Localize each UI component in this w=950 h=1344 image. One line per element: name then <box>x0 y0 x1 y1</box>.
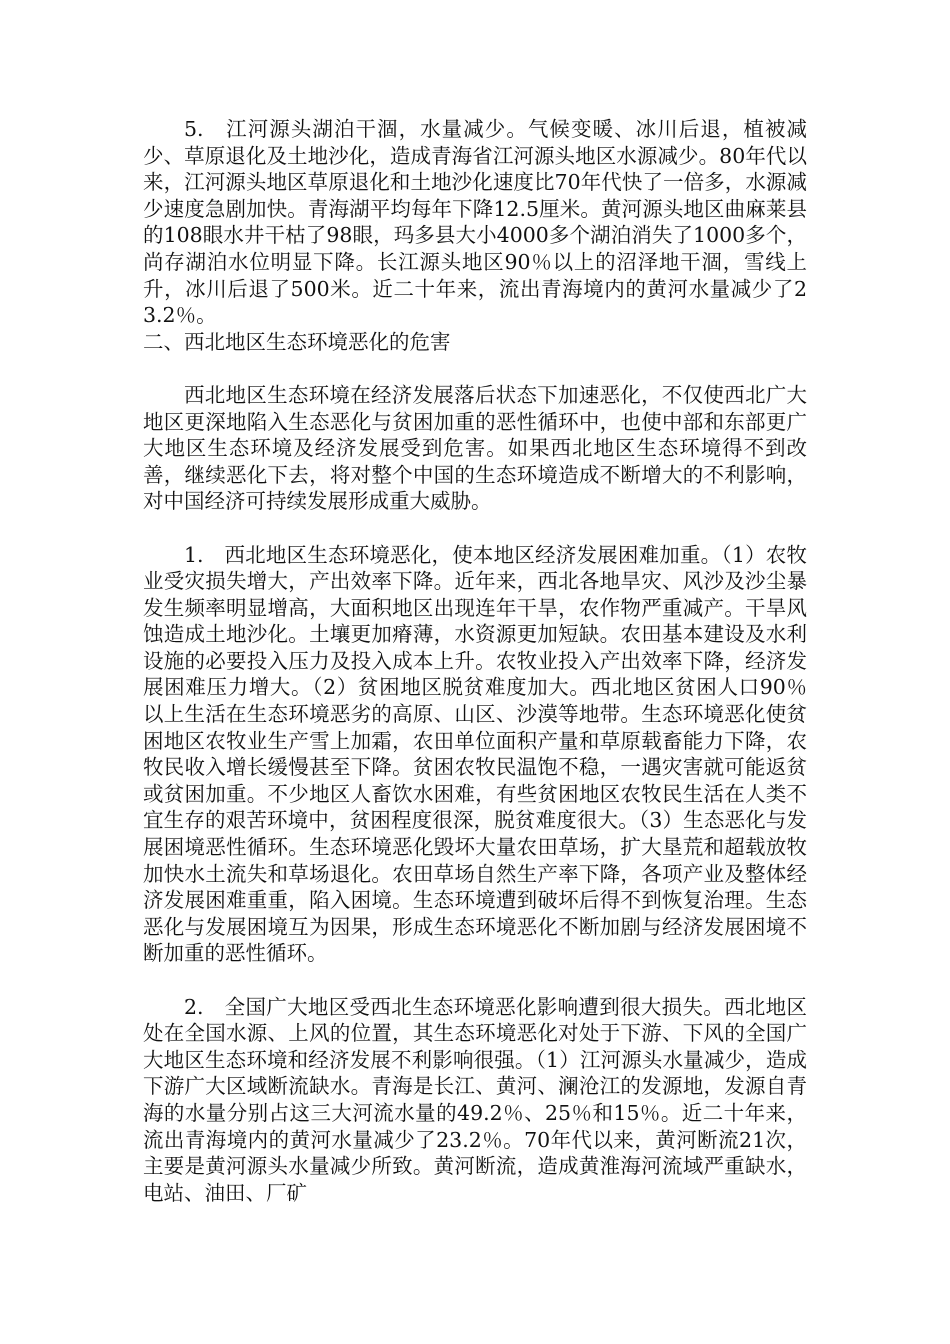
paragraph-gap <box>143 355 807 382</box>
intro-paragraph: 西北地区生态环境在经济发展落后状态下加速恶化，不仅使西北广大地区更深地陷入生态恶化与贫困加重的恶性循环中，也使中部和东部更广大地区生态环境及经济发展受到危害。如果西北地区生态环境得不到改善，继续恶化下去，将对整个中国的生态环境造成不断增大的不利影响，对中国经济可持续发展形成重大威胁。 <box>143 382 807 514</box>
paragraph-gap <box>143 515 807 542</box>
paragraph-item-5: 5. 江河源头湖泊干涸，水量减少。气候变暖、冰川后退，植被减少、草原退化及土地沙化，造成青海省江河源头地区水源减少。80年代以来，江河源头地区草原退化和土地沙化速度比70年代快了一倍多，水源减少速度急剧加快。青海湖平均每年下降12.5厘米。黄河源头地区曲麻莱县的108眼水井干枯了98眼，玛多县大小4000多个湖泊消失了1000多个，尚存湖泊水位明显下降。长江源头地区90％以上的沼泽地干涸，雪线上升，冰川后退了500米。近二十年来，流出青海境内的黄河水量减少了23.2％。 <box>143 117 807 328</box>
paragraph-item-2: 2. 全国广大地区受西北生态环境恶化影响遭到很大损失。西北地区处在全国水源、上风的位置，其生态环境恶化对处于下游、下风的全国广大地区生态环境和经济发展不利影响很强。（1）江河源头水量减少，造成下游广大区域断流缺水。青海是长江、黄河、澜沧江的发源地，发源自青海的水量分别占这三大河流水量的49.2％、25％和15％。近二十年来，流出青海境内的黄河水量减少了23.2％。70年代以来，黄河断流21次，主要是黄河源头水量减少所致。黄河断流，造成黄淮海河流域严重缺水，电站、油田、厂矿 <box>143 994 807 1205</box>
paragraph-item-1: 1. 西北地区生态环境恶化，使本地区经济发展困难加重。（1）农牧业受灾损失增大，产出效率下降。近年来，西北各地旱灾、风沙及沙尘暴发生频率明显增高，大面积地区出现连年干旱，农作物严重减产。干旱风蚀造成土地沙化。土壤更加瘠薄，水资源更加短缺。农田基本建设及水利设施的必要投入压力及投入成本上升。农牧业投入产出效率下降，经济发展困难压力增大。（2）贫困地区脱贫难度加大。西北地区贫困人口90％以上生活在生态环境恶劣的高原、山区、沙漠等地带。生态环境恶化使贫困地区农牧业生产雪上加霜，农田单位面积产量和草原载畜能力下降，农牧民收入增长缓慢甚至下降。贫困农牧民温饱不稳，一遇灾害就可能返贫或贫困加重。不少地区人畜饮水困难，有些贫困地区农牧民生活在人类不宜生存的艰苦环境中，贫困程度很深，脱贫难度很大。（3）生态恶化与发展困境恶性循环。生态环境恶化毁坏大量农田草场，扩大垦荒和超载放牧加快水土流失和草场退化。农田草场自然生产率下降，各项产业及整体经济发展困难重重，陷入困境。生态环境遭到破坏后得不到恢复治理。生态恶化与发展困境互为因果，形成生态环境恶化不断加剧与经济发展困境不断加重的恶性循环。 <box>143 542 807 966</box>
section-heading: 二、西北地区生态环境恶化的危害 <box>143 329 451 354</box>
paragraph-gap <box>143 967 807 994</box>
document-page <box>143 116 807 1206</box>
